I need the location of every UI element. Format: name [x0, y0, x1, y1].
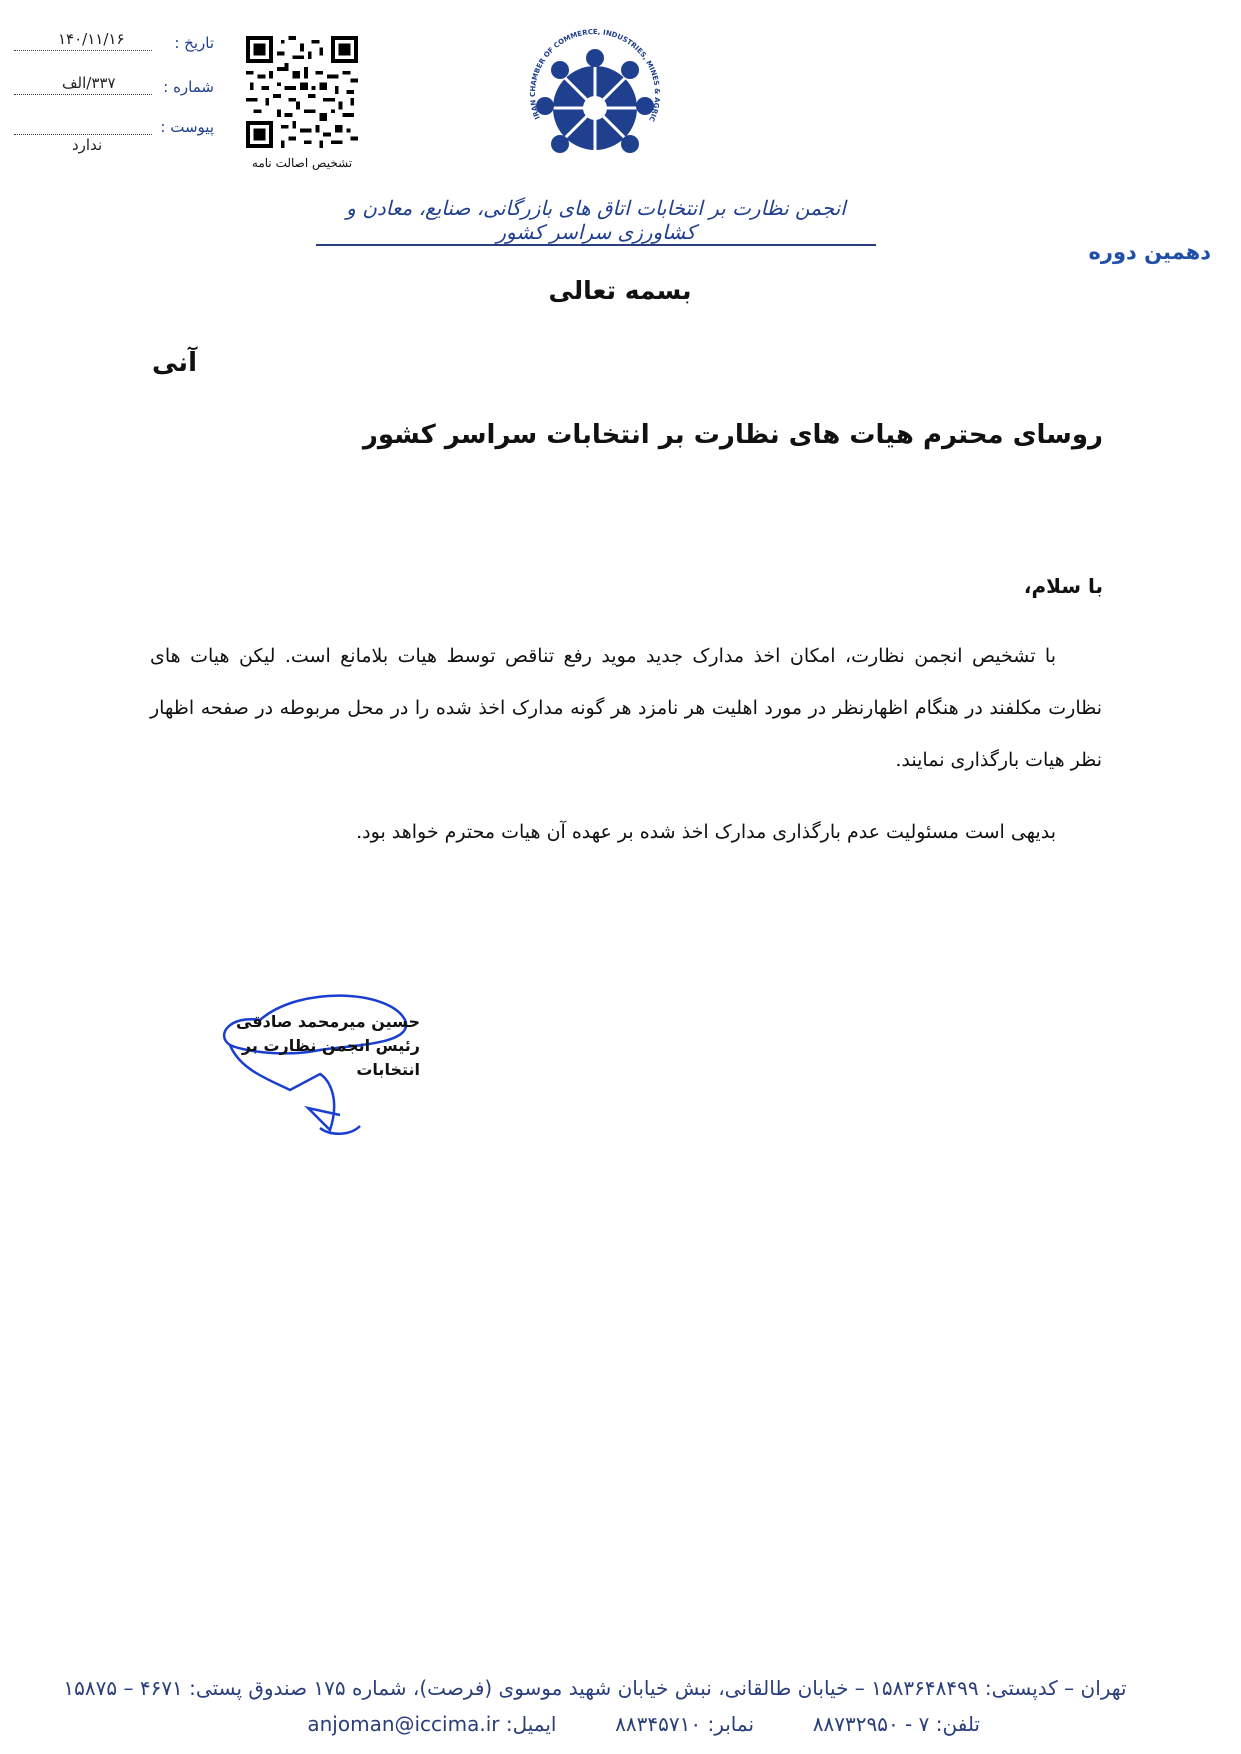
date-value: ۱۴۰/۱۱/۱۶	[58, 30, 125, 48]
logo-ring-text: IRAN CHAMBER OF COMMERCE, INDUSTRIES, MINES & AGRIC	[528, 28, 662, 123]
qr-code-icon	[246, 36, 358, 148]
header-divider	[316, 244, 876, 246]
number-value: ۳۳۷/الف	[62, 74, 116, 92]
chamber-logo	[510, 18, 680, 178]
body-paragraph-2: بدیهی است مسئولیت عدم بارگذاری مدارک اخذ شده بر عهده آن هیات محترم خواهد بود.	[356, 821, 1056, 843]
attachment-line	[14, 134, 152, 135]
basmala: بسمه تعالی	[548, 276, 692, 305]
attachment-label: پیوست :	[160, 118, 214, 136]
footer-fax: نمابر: ۸۸۳۴۵۷۱۰	[615, 1712, 755, 1736]
footer-contacts	[210, 1712, 980, 1736]
urgency-label: آنی	[152, 348, 197, 378]
chamber-logo-icon	[510, 18, 680, 178]
body-paragraph-1: با تشخیص انجمن نظارت، امکان اخذ مدارک جدید موید رفع تناقص توسط هیات بلامانع است. لیکن هیات های نظارت مکلفند در هنگام اظهارنظر در مورد اهلیت هر نامزد هر گونه مدارک اخذ شده را در محل مربوطه در صفحه اظهار نظر هیات بارگذاری نمایند.	[150, 645, 1102, 771]
footer-email[interactable]: anjoman@iccima.ir	[307, 1712, 500, 1736]
attachment-value: ندارد	[72, 136, 103, 154]
qr-code[interactable]	[246, 36, 358, 170]
period-label: دهمین دوره	[1088, 240, 1211, 264]
letter-meta	[14, 30, 214, 154]
signatory-title: رئیس انجمن نظارت بر انتخابات	[241, 1036, 420, 1079]
greeting: با سلام،	[1023, 574, 1103, 598]
number-line	[14, 94, 152, 95]
number-label: شماره :	[163, 78, 214, 96]
date-label: تاریخ :	[174, 34, 214, 52]
footer-phone: تلفن: ۷ - ۸۸۷۳۲۹۵۰	[812, 1712, 980, 1736]
signature-block	[200, 990, 440, 1160]
org-name: انجمن نظارت بر انتخابات اتاق های بازرگانی، صنایع، معادن و کشاورزی سراسر کشور	[346, 196, 846, 244]
date-line	[14, 50, 152, 51]
footer-address: تهران – کدپستی: ۱۵۸۳۶۴۸۴۹۹ – خیابان طالقانی، نبش خیابان شهید موسوی (فرصت)، شماره ۱۷۵ صندوق پستی: ۴۶۷۱ – ۱۵۸۷۵	[63, 1676, 1127, 1700]
footer-email-label: ایمیل:	[505, 1712, 557, 1736]
qr-caption: تشخیص اصالت نامه	[251, 156, 353, 170]
recipient: روسای محترم هیات های نظارت بر انتخابات سراسر کشور	[362, 420, 1103, 450]
signatory-name: حسین میرمحمد صادقی	[235, 1012, 420, 1031]
